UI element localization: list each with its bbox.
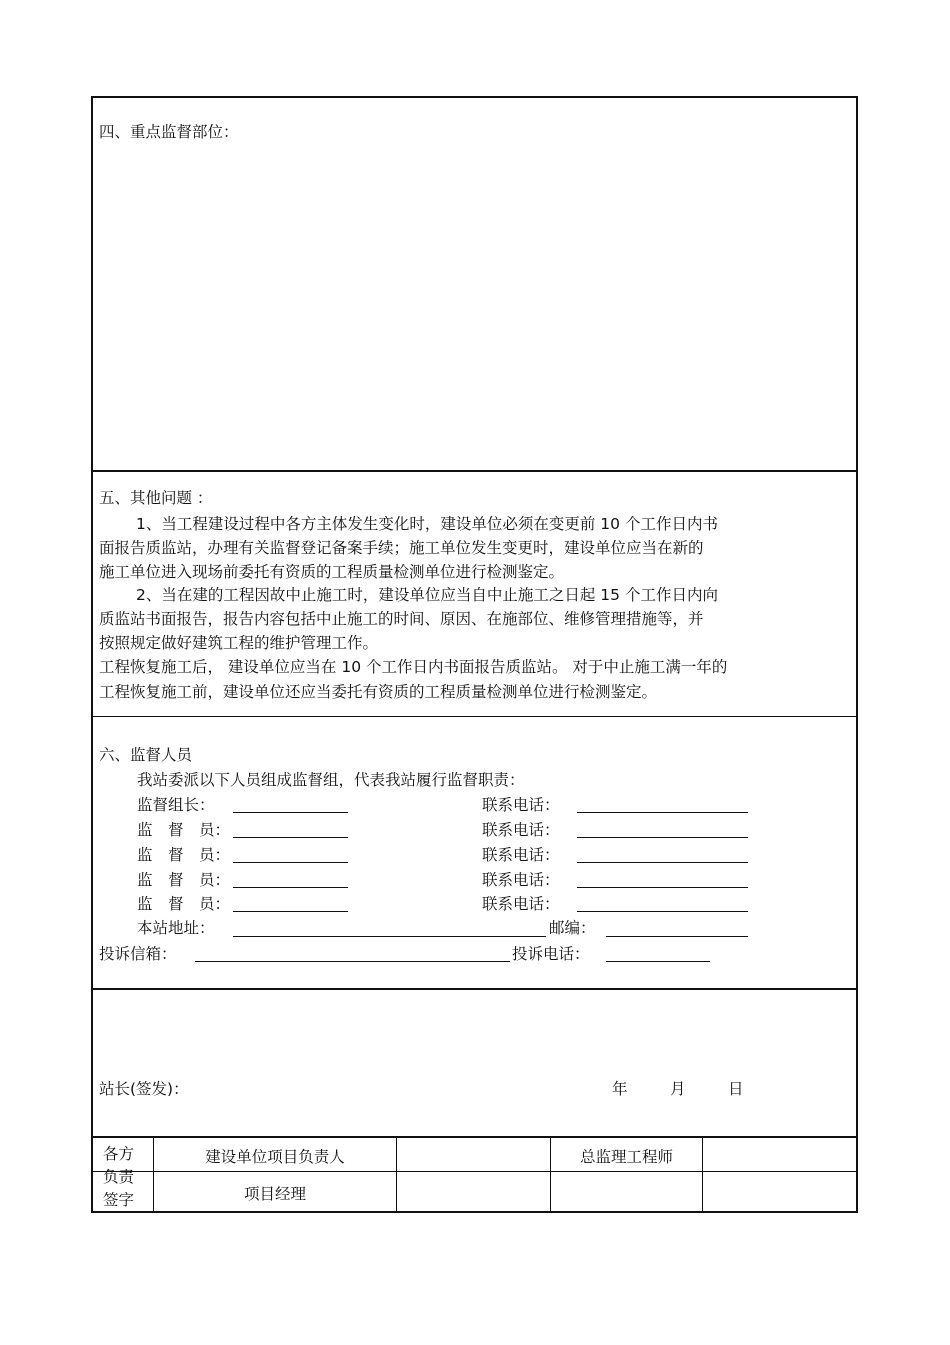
complaint-phone-field[interactable] xyxy=(606,961,710,962)
month-label: 月 xyxy=(670,1080,686,1098)
client-lead-signature-cell[interactable] xyxy=(398,1138,549,1170)
mailbox-field[interactable] xyxy=(195,961,510,962)
phone-label: 联系电话： xyxy=(482,895,560,913)
signature-row-header: 各方 xyxy=(103,1145,135,1163)
form-frame xyxy=(91,96,858,1213)
leader-phone-field[interactable] xyxy=(577,812,748,813)
day-label: 日 xyxy=(728,1080,744,1098)
section6-heading: 六、监督人员 xyxy=(99,746,193,764)
section5-line: 施工单位进入现场前委托有资质的工程质量检测单位进行检测鉴定。 xyxy=(99,563,565,581)
member-name-field[interactable] xyxy=(233,862,348,863)
postcode-label: 邮编： xyxy=(549,919,596,937)
phone-label: 联系电话： xyxy=(482,871,560,889)
client-lead-label: 建设单位项目负责人 xyxy=(205,1148,345,1166)
member-label: 监 督 员： xyxy=(137,895,231,913)
signature-row-header: 负责 xyxy=(103,1168,135,1186)
project-manager-label: 项目经理 xyxy=(243,1185,306,1203)
chief-supervisor-label: 总监理工程师 xyxy=(579,1148,673,1166)
empty-cell xyxy=(704,1173,855,1210)
section5-line: 工程恢复施工前，建设单位还应当委托有资质的工程质量检测单位进行检测鉴定。 xyxy=(99,683,658,701)
member-name-field[interactable] xyxy=(233,837,348,838)
phone-label: 联系电话： xyxy=(482,796,560,814)
address-field[interactable] xyxy=(233,936,546,937)
leader-name-field[interactable] xyxy=(233,812,348,813)
section5-line: 按照规定做好建筑工程的维护管理工作。 xyxy=(99,634,379,652)
address-label: 本站地址： xyxy=(137,919,215,937)
member-label: 监 督 员： xyxy=(137,871,231,889)
section-divider xyxy=(91,716,858,717)
member-label: 监 督 员： xyxy=(137,846,231,864)
member-phone-field[interactable] xyxy=(577,862,748,863)
year-label: 年 xyxy=(612,1080,628,1098)
section5-line: 2、当在建的工程因故中止施工时，建设单位应当自中止施工之日起 15 个工作日内向 xyxy=(136,586,718,604)
chief-supervisor-signature-cell[interactable] xyxy=(704,1138,855,1170)
table-column-divider xyxy=(702,1137,703,1212)
table-row-divider xyxy=(91,1171,858,1172)
section5-line: 质监站书面报告，报告内容包括中止施工的时间、原因、在施部位、维修管理措施等，并 xyxy=(99,610,704,628)
member-phone-field[interactable] xyxy=(577,837,748,838)
section5-line: 1、当工程建设过程中各方主体发生变化时，建设单位必须在变更前 10 个工作日内书 xyxy=(136,515,718,533)
postcode-field[interactable] xyxy=(606,936,748,937)
member-phone-field[interactable] xyxy=(577,911,748,912)
mailbox-label: 投诉信箱： xyxy=(99,945,177,963)
section4-heading: 四、重点监督部位： xyxy=(99,123,239,141)
member-label: 监 督 员： xyxy=(137,821,231,839)
phone-label: 联系电话： xyxy=(482,821,560,839)
member-name-field[interactable] xyxy=(233,887,348,888)
section6-intro: 我站委派以下人员组成监督组，代表我站履行监督职责： xyxy=(137,771,525,789)
empty-cell xyxy=(552,1173,701,1210)
section-divider xyxy=(91,988,858,990)
section5-line: 面报告质监站，办理有关监督登记备案手续；施工单位发生变更时，建设单位应当在新的 xyxy=(99,539,704,557)
leader-label: 监督组长： xyxy=(137,796,215,814)
signature-row-header: 签字 xyxy=(103,1191,135,1209)
signer-label: 站长(签发)： xyxy=(99,1080,189,1098)
section-divider xyxy=(91,470,858,472)
table-column-divider xyxy=(396,1137,397,1212)
member-phone-field[interactable] xyxy=(577,887,748,888)
section5-heading: 五、其他问题 ： xyxy=(99,489,213,507)
project-manager-signature-cell[interactable] xyxy=(398,1173,549,1210)
complaint-phone-label: 投诉电话： xyxy=(512,945,590,963)
member-name-field[interactable] xyxy=(233,911,348,912)
phone-label: 联系电话： xyxy=(482,846,560,864)
section5-line: 工程恢复施工后， 建设单位应当在 10 个工作日内书面报告质监站。 对于中止施工满一年的 xyxy=(99,658,728,676)
